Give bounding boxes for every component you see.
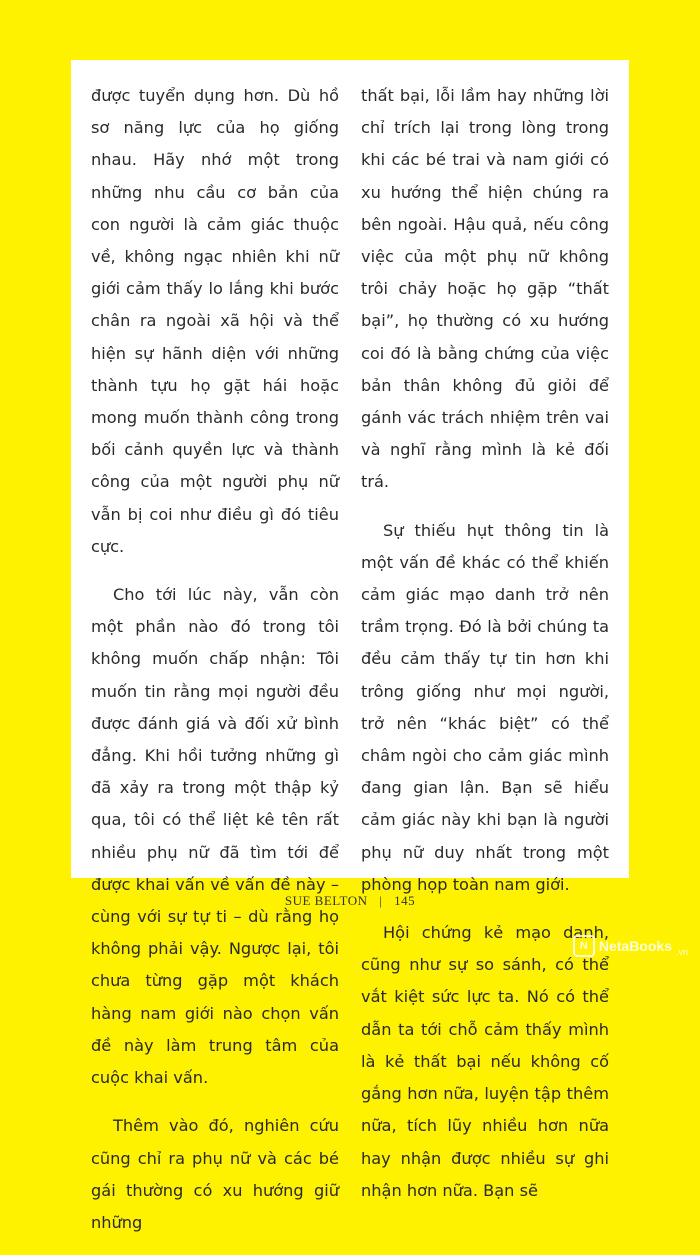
paragraph: thất bại, lỗi lầm hay những lời chỉ trích lại trong lòng trong khi các bé trai và nam giới có xu hướng thể hiện chúng ra bên ngoài. Hậu quả, nếu công việc của một phụ nữ không trôi chảy hoặc họ gặp “thất bại”, họ thường có xu hướng coi đó là bằng chứng của việc bản thân không đủ giỏi để gánh vác trách nhiệm trên vai và nghĩ rằng mình là kẻ đối trá.	[361, 86, 609, 492]
n-logo-icon: N	[573, 935, 595, 957]
paragraph: được tuyển dụng hơn. Dù hồ sơ năng lực của họ giống nhau. Hãy nhớ một trong những nhu cầu cơ bản của con người là cảm giác thuộc về, không ngạc nhiên khi nữ giới cảm thấy lo lắng khi bước chân ra ngoài xã hội và thể hiện sự hãnh diện với những thành tựu họ gặt hái hoặc mong muốn thành công trong bối cảnh quyền lực và thành công của một người phụ nữ vẫn bị coi như điều gì đó tiêu cực.	[91, 86, 339, 556]
watermark	[573, 935, 688, 957]
page-footer	[0, 893, 700, 909]
footer-separator: |	[379, 893, 383, 908]
paragraph: Thêm vào đó, nghiên cứu cũng chỉ ra phụ nữ và các bé gái thường có xu hướng giữ những	[91, 1116, 339, 1232]
paragraph: Hội chứng kẻ mạo danh, cũng như sự so sánh, có thể vắt kiệt sức lực ta. Nó có thể dẫn ta tới chỗ cảm thấy mình là kẻ thất bại nếu không cố gắng hơn nữa, luyện tập thêm nữa, tích lũy nhiều hơn nữa hay nhận được nhiều sự ghi nhận hơn nữa. Bạn sẽ	[361, 923, 609, 1200]
left-column	[91, 80, 339, 1255]
author-name: SUE BELTON	[284, 893, 368, 908]
paragraph: Sự thiếu hụt thông tin là một vấn đề khác có thể khiến cảm giác mạo danh trở nên trầm trọng. Đó là bởi chúng ta đều cảm thấy tự tin hơn khi trông giống như mọi người, trở nên “khác biệt” có thể châm ngòi cho cảm giác mình đang gian lận. Bạn sẽ hiểu cảm giác này khi bạn là người phụ nữ duy nhất trong một phòng họp toàn nam giới.	[361, 520, 609, 894]
watermark-brand: NetaBooks	[598, 938, 672, 954]
paragraph: Cho tới lúc này, vẫn còn một phần nào đó trong tôi không muốn chấp nhận: Tôi muốn tin rằng mọi người đều được đánh giá và đối xử bình đẳng. Khi hồi tưởng những gì đã xảy ra trong một thập kỷ qua, tôi có thể liệt kê tên rất nhiều phụ nữ đã tìm tới để được khai vấn về vấn đề này – cùng với sự tự ti – dù rằng họ không phải vậy. Ngược lại, tôi chưa từng gặp một khách hàng nam giới nào chọn vấn đề này làm trung tâm của cuộc khai vấn.	[91, 585, 339, 1088]
watermark-suffix: .vn	[675, 947, 688, 957]
right-column	[361, 80, 609, 1223]
page-number: 145	[394, 893, 416, 908]
